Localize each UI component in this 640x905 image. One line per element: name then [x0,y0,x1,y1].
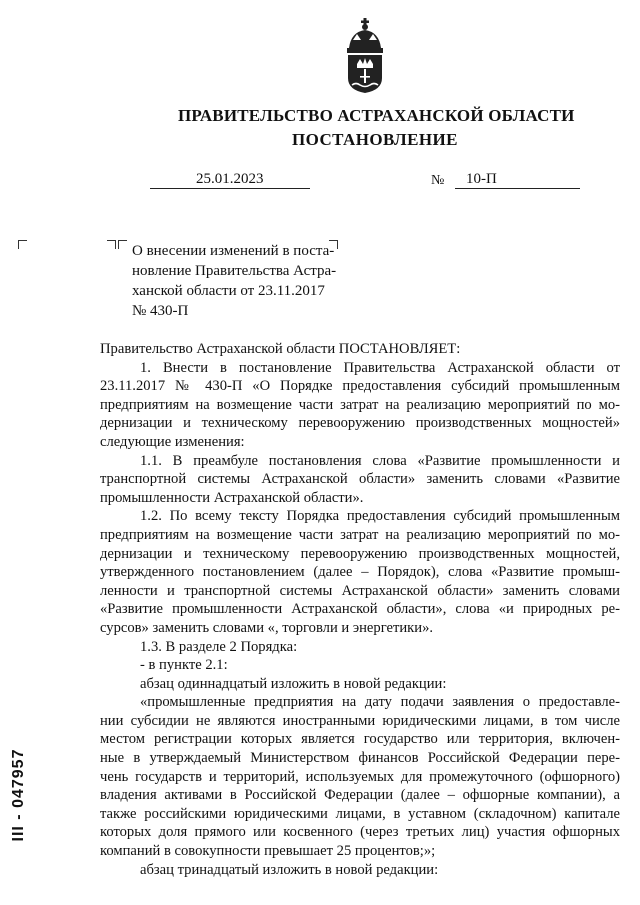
body-line: абзац тринадцатый изложить в новой редакции: [140,861,439,878]
document-body [100,340,620,879]
body-line: «Развитие промышленности Астраханской области», слова «и природных ре- [100,601,620,618]
body-line: дернизации и техническому перевооружению производственных мощностей» [100,415,620,432]
document-date: 25.01.2023 [196,171,264,187]
date-underline [150,188,310,189]
number-sign: № [431,173,445,188]
body-line: - в пункте 2.1: [140,657,228,674]
body-line: транспортной системы Астраханской области» заменить словами «Развитие [100,471,620,488]
body-line: следующие изменения: [100,433,245,450]
body-line: Правительство Астраханской области ПОСТАНОВЛЯЕТ: [100,341,461,357]
serial-code: III - 047957 [10,748,27,842]
body-line: сурсов» заменить словами «, торговли и энергетики». [100,619,434,636]
body-line: владения активами в Российской Федерации (далее – офшорные компании), а [100,787,620,804]
body-line: ные в утверждаемый Министерством финансов Российской Федерации пере- [100,750,620,767]
body-line: чень государств и территорий, используемых для промежуточного (офшорного) [100,768,620,785]
body-line: компаний в совокупности превышает 25 процентов;»; [100,843,436,860]
body-line: 1.1. В преамбуле постановления слова «Развитие промышленности и [140,452,620,469]
body-line: предприятиям на возмещение части затрат на реализацию мероприятий по мо- [100,396,620,413]
body-line: 23.11.2017 № 430-П «О Порядке предоставления субсидий промышленным [100,378,620,395]
body-line: 1.2. По всему тексту Порядка предоставления субсидий промышленным [140,508,620,525]
document-type-heading: ПОСТАНОВЛЕНИЕ [292,130,458,149]
side-serial-number [4,735,34,855]
body-line: также российскими юридическими лицами, в уставном (складочном) капитале [100,805,620,822]
title-line: О внесении изменений в поста- [132,243,335,259]
document-title [132,241,342,321]
corner-mark [107,240,116,249]
body-line: промышленности Астраханской области». [100,489,364,506]
document-number: 10-П [466,171,497,187]
corner-mark [18,240,27,249]
corner-mark [118,240,127,249]
number-underline [455,188,580,189]
body-line: 1.3. В разделе 2 Порядка: [140,638,298,655]
body-line: ленности и транспортной системы Астраханской области» заменить словами [100,582,620,599]
title-line: ханской области от 23.11.2017 [132,283,325,299]
title-line: № 430-П [132,303,189,319]
body-line: нии субсидии не являются иностранными юридическими лицами, в том числе [100,712,620,729]
body-line: утвержденного постановлением (далее – Порядок), слова «Развитие промыш- [100,564,620,581]
body-line: дернизации и техническому перевооружению производственных мощностей, [100,545,620,562]
body-line: абзац одиннадцатый изложить в новой редакции: [140,675,447,692]
body-line: 1. Внести в постановление Правительства Астраханской области от [140,359,620,376]
body-line: которых доля прямого или косвенного (через третьих лиц) участия офшорных [100,824,620,841]
organization-heading: ПРАВИТЕЛЬСТВО АСТРАХАНСКОЙ ОБЛАСТИ [178,106,575,125]
coat-of-arms-emblem [343,18,387,94]
title-line: новление Правительства Астра- [132,263,337,279]
body-line: «промышленные предприятия на дату подачи заявления о предоставле- [140,694,620,711]
body-line: предприятиям на возмещение части затрат на реализацию мероприятий по мо- [100,526,620,543]
body-line: местом регистрации которых является государство или территория, включен- [100,731,620,748]
